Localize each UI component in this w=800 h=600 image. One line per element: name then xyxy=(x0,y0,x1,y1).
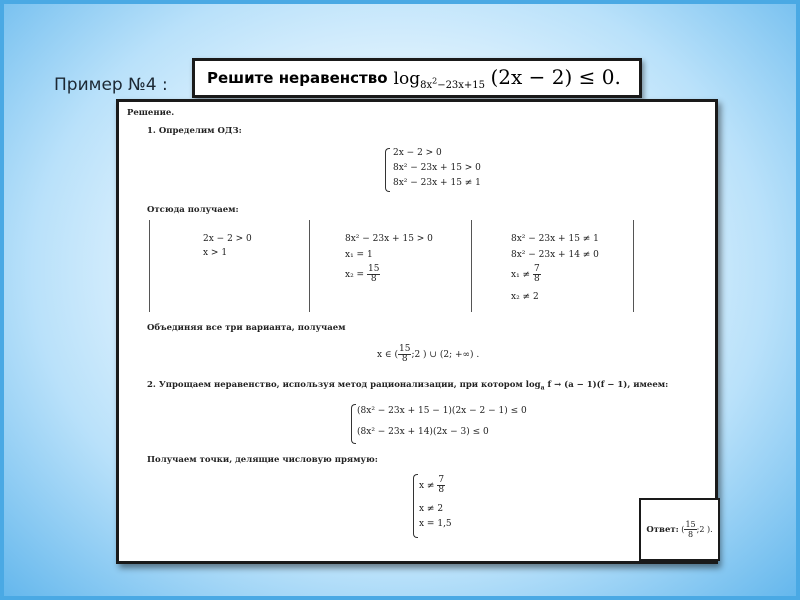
odz-brace xyxy=(385,148,390,192)
case3-frac-den: 8 xyxy=(533,274,540,284)
log-argument: (2x − 2) ≤ 0. xyxy=(490,64,621,89)
odz-line-2: 8x² − 23x + 15 > 0 xyxy=(393,163,481,173)
simplified-line-2: (8x² − 23x + 14)(2x − 3) ≤ 0 xyxy=(357,427,489,437)
step2-log-sub: a xyxy=(540,384,545,392)
case-divider-4 xyxy=(633,220,634,312)
case3-frac-num: 7 xyxy=(533,264,540,274)
points-line-1 xyxy=(419,476,445,495)
points-fraction xyxy=(437,476,445,495)
union-frac-num: 15 xyxy=(398,344,411,354)
case2-line-1: 8x² − 23x + 15 > 0 xyxy=(345,234,433,244)
answer-frac-den: 8 xyxy=(687,530,694,539)
case1-line-2: x > 1 xyxy=(203,248,228,258)
log-base-exponent: 2 xyxy=(432,76,438,86)
points-first-prefix: x ≠ xyxy=(419,481,435,491)
case3-fraction xyxy=(533,265,541,284)
odz-line-1: 2x − 2 > 0 xyxy=(393,148,442,158)
points-frac-num: 7 xyxy=(438,475,445,485)
task-prompt: Решите неравенство xyxy=(207,69,388,87)
slide-label: Пример №4 : xyxy=(54,75,168,95)
points-frac-den: 8 xyxy=(438,485,445,495)
case2-line-2: x₁ = 1 xyxy=(345,250,373,260)
case1-line-1: 2x − 2 > 0 xyxy=(203,234,252,244)
odz-line-3: 8x² − 23x + 15 ≠ 1 xyxy=(393,178,481,188)
step2-heading xyxy=(147,380,668,392)
hence-heading: Отсюда получаем: xyxy=(147,205,239,215)
log-symbol: log xyxy=(393,68,421,89)
step2-text: 2. Упрощаем неравенство, используя метод рационализации, при котором log xyxy=(147,380,541,390)
points-line-3: x = 1,5 xyxy=(419,519,452,529)
answer-box: Ответ: ( $\frac{15}{8}$ ;2 ). xyxy=(639,498,720,561)
simplified-line-1: (8x² − 23x + 15 − 1)(2x − 2 − 1) ≤ 0 xyxy=(357,406,527,416)
answer-frac-num: 15 xyxy=(685,520,696,529)
answer-suffix: ;2 ). xyxy=(696,525,713,534)
union-suffix: ;2 ) ∪ (2; +∞) . xyxy=(411,350,480,360)
case3-line-3 xyxy=(511,265,541,284)
case-divider-1 xyxy=(149,220,150,312)
simplified-brace xyxy=(351,404,356,444)
case2-fraction xyxy=(367,265,380,284)
task-inequality xyxy=(394,65,621,91)
answer-fraction xyxy=(684,520,696,539)
case3-line-4: x₂ ≠ 2 xyxy=(511,292,539,302)
task-box xyxy=(192,58,642,98)
case2-x2-label: x₂ = xyxy=(345,270,365,280)
answer-label: Ответ: xyxy=(646,524,679,535)
points-brace xyxy=(413,474,418,538)
log-base: 8x xyxy=(420,80,433,92)
solution-sheet xyxy=(116,99,718,564)
combine-heading: Объединяя все три варианта, получаем xyxy=(147,323,346,333)
log-base-tail: −23x+15 xyxy=(437,80,486,92)
points-line-2: x ≠ 2 xyxy=(419,504,444,514)
step1-heading: 1. Определим ОДЗ: xyxy=(147,126,242,136)
case2-frac-den: 8 xyxy=(370,274,377,284)
case2-line-3 xyxy=(345,265,380,284)
case3-x1-label: x₁ ≠ xyxy=(511,270,531,280)
solution-title: Решение. xyxy=(127,108,175,118)
points-heading: Получаем точки, делящие числовую прямую: xyxy=(147,455,378,465)
case-divider-3 xyxy=(471,220,472,312)
union-fraction xyxy=(398,345,411,364)
union-frac-den: 8 xyxy=(401,354,408,364)
case2-frac-num: 15 xyxy=(367,264,380,274)
step2-tail: f → (a − 1)(f − 1), имеем: xyxy=(547,380,669,390)
case3-line-2: 8x² − 23x + 14 ≠ 0 xyxy=(511,250,599,260)
case3-line-1: 8x² − 23x + 15 ≠ 1 xyxy=(511,234,599,244)
union-result: x ∈ ( $\frac{15}{8}$ ;2 ) ∪ (2; +∞) . xyxy=(377,344,480,364)
case-divider-2 xyxy=(309,220,310,312)
union-prefix: x ∈ xyxy=(377,350,392,360)
